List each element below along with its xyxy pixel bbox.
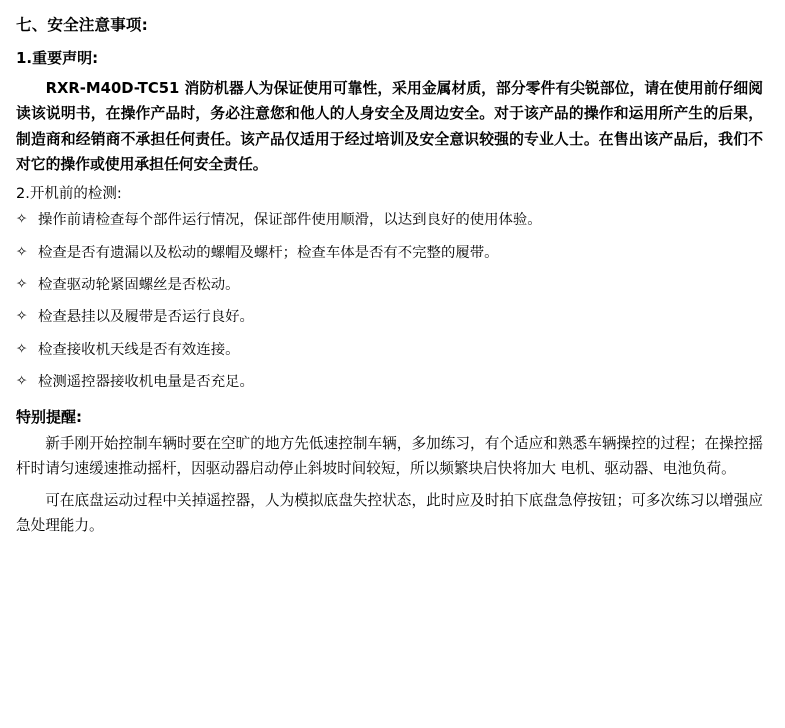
list-item bbox=[16, 371, 763, 394]
list-item bbox=[16, 274, 763, 297]
list-item-label: 操作前请检查每个部件运行情况，保证部件使用顺滑，以达到良好的使用体验。 bbox=[38, 212, 542, 229]
list-item-label: 检查是否有遗漏以及松动的螺帽及螺杆；检查车体是否有不完整的履带。 bbox=[38, 244, 499, 261]
list-item bbox=[16, 209, 763, 232]
pre-start-check-list bbox=[16, 209, 763, 394]
diamond-bullet-icon: ✧ bbox=[16, 372, 28, 389]
subsection-2-title: 2.开机前的检测: bbox=[16, 185, 122, 202]
important-statement-paragraph: RXR-M40D-TC51 消防机器人为保证使用可靠性，采用金属材质，部分零件有尖锐部位，请在使用前仔细阅读该说明书，在操作产品时，务必注意您和他人的人身安全及周边安全。对于该产品的操作和运用所产生的后果，制造商和经销商不承担任何责任。该产品仅适用于经过培训及安全意识较强的专业人士。在售出该产品后，我们不对它的操作或使用承担任何安全责任。 bbox=[16, 79, 763, 174]
list-item bbox=[16, 242, 763, 265]
section-heading: 七、安全注意事项: bbox=[16, 16, 148, 34]
subsection-1-title: 1.重要声明: bbox=[16, 49, 99, 68]
list-item-label: 检查驱动轮紧固螺丝是否松动。 bbox=[38, 276, 240, 293]
list-item-label: 检查悬挂以及履带是否运行良好。 bbox=[38, 309, 254, 326]
diamond-bullet-icon: ✧ bbox=[16, 211, 28, 228]
special-reminder-title: 特别提醒: bbox=[16, 408, 82, 427]
list-item-label: 检查接收机天线是否有效连接。 bbox=[38, 341, 240, 358]
list-item bbox=[16, 306, 763, 329]
diamond-bullet-icon: ✧ bbox=[16, 275, 28, 292]
special-reminder-paragraph-2: 可在底盘运动过程中关掉遥控器，人为模拟底盘失控状态，此时应及时拍下底盘急停按钮；可多次练习以增强应急处理能力。 bbox=[16, 491, 763, 535]
special-reminder-paragraph-1: 新手刚开始控制车辆时要在空旷的地方先低速控制车辆，多加练习，有个适应和熟悉车辆操控的过程；在操控摇杆时请匀速缓速推动摇杆，因驱动器启动停止斜坡时间较短，所以频繁块启快将加大 电机、驱动器、电池负荷。 bbox=[16, 434, 763, 478]
diamond-bullet-icon: ✧ bbox=[16, 243, 28, 260]
diamond-bullet-icon: ✧ bbox=[16, 340, 28, 357]
diamond-bullet-icon: ✧ bbox=[16, 308, 28, 325]
list-item-label: 检测遥控器接收机电量是否充足。 bbox=[38, 373, 254, 390]
list-item bbox=[16, 339, 763, 362]
